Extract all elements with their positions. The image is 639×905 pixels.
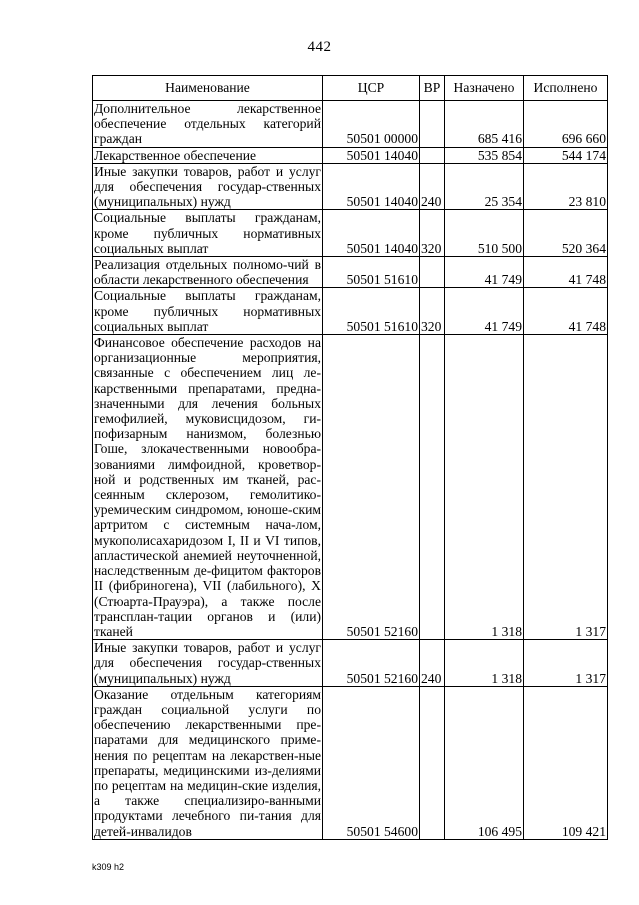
header-csr: ЦСР <box>323 76 420 101</box>
row-csr: 50501 00000 <box>323 101 420 148</box>
table-row <box>93 147 608 163</box>
row-executed: 1 317 <box>524 335 608 640</box>
table-header-row <box>93 76 608 101</box>
row-executed: 41 748 <box>524 257 608 288</box>
row-executed: 23 810 <box>524 163 608 210</box>
table-row <box>93 335 608 640</box>
row-csr: 50501 54600 <box>323 686 420 839</box>
table-row <box>93 210 608 257</box>
row-vr: 240 <box>420 640 445 687</box>
row-name: Дополнительное лекарственное обеспечение отдельных категорий граждан <box>94 101 321 147</box>
row-name: Финансовое обеспечение расходов на организационные мероприятия, связанные с обеспечением лиц ле-карственными препаратами, предна-значенными для лечения больных гемофилией, муковисцидозом, ги-пофизарным нанизмом, болезнью Гоше, злокачественными новообра-зованиями лимфоидной, кроветвор-ной и родственных им тканей, рас-сеянным склерозом, гемолитико-уремическим синдромом, юноше-ским артритом с системным нача-лом, мукополисахаридозом I, II и VI типов, апластической анемией неуточненной, наследственным де-фицитом факторов II (фибриногена), VII (лабильного), X (Стюарта-Прауэра), а также после трансплан-тации органов и (или) тканей <box>94 335 321 639</box>
row-planned: 25 354 <box>445 163 524 210</box>
row-csr: 50501 51610 <box>323 288 420 335</box>
table-row <box>93 640 608 687</box>
row-name: Социальные выплаты гражданам, кроме публичных нормативных социальных выплат <box>94 210 321 256</box>
row-csr: 50501 14040 <box>323 147 420 163</box>
row-name: Лекарственное обеспечение <box>93 147 323 163</box>
row-csr: 50501 52160 <box>323 640 420 687</box>
row-vr <box>420 101 445 148</box>
header-executed: Исполнено <box>524 76 608 101</box>
row-planned: 1 318 <box>445 640 524 687</box>
table-row <box>93 163 608 210</box>
row-executed: 41 748 <box>524 288 608 335</box>
row-executed: 520 364 <box>524 210 608 257</box>
row-csr: 50501 52160 <box>323 335 420 640</box>
row-name: Социальные выплаты гражданам, кроме публичных нормативных социальных выплат <box>94 288 321 334</box>
row-executed: 696 660 <box>524 101 608 148</box>
row-planned: 510 500 <box>445 210 524 257</box>
row-executed: 109 421 <box>524 686 608 839</box>
row-planned: 685 416 <box>445 101 524 148</box>
row-executed: 1 317 <box>524 640 608 687</box>
row-vr: 240 <box>420 163 445 210</box>
table-row <box>93 101 608 148</box>
row-name: Иные закупки товаров, работ и услуг для обеспечения государ-ственных (муниципальных) нужд <box>94 640 321 686</box>
page-number: 442 <box>307 39 332 55</box>
row-vr: 320 <box>420 288 445 335</box>
row-csr: 50501 51610 <box>323 257 420 288</box>
row-planned: 41 749 <box>445 257 524 288</box>
row-vr <box>420 686 445 839</box>
row-vr <box>420 257 445 288</box>
row-name: Реализация отдельных полномо-чий в области лекарственного обеспечения <box>94 257 321 288</box>
row-vr <box>420 335 445 640</box>
row-csr: 50501 14040 <box>323 210 420 257</box>
footer-code: k309 h2 <box>92 862 125 872</box>
budget-table <box>92 75 608 840</box>
row-vr: 320 <box>420 210 445 257</box>
table-row <box>93 257 608 288</box>
row-planned: 1 318 <box>445 335 524 640</box>
header-name: Наименование <box>93 76 323 101</box>
table-row <box>93 288 608 335</box>
header-vr: ВР <box>420 76 445 101</box>
row-executed: 544 174 <box>524 147 608 163</box>
table-row <box>93 686 608 839</box>
row-name: Иные закупки товаров, работ и услуг для обеспечения государ-ственных (муниципальных) нужд <box>94 163 321 210</box>
row-planned: 41 749 <box>445 288 524 335</box>
row-csr: 50501 14040 <box>323 163 420 210</box>
row-name: Оказание отдельным категориям граждан социальной услуги по обеспечению лекарственными пре-паратами для медицинского приме-нения по рецептам на лекарствен-ные препараты, медицинскими из-делиями по рецептам на медицин-ские изделия, а также специализиро-ванными продуктами лечебного пи-тания для детей-инвалидов <box>94 686 321 839</box>
row-planned: 106 495 <box>445 686 524 839</box>
header-planned: Назначено <box>445 76 524 101</box>
row-planned: 535 854 <box>445 147 524 163</box>
row-vr <box>420 147 445 163</box>
